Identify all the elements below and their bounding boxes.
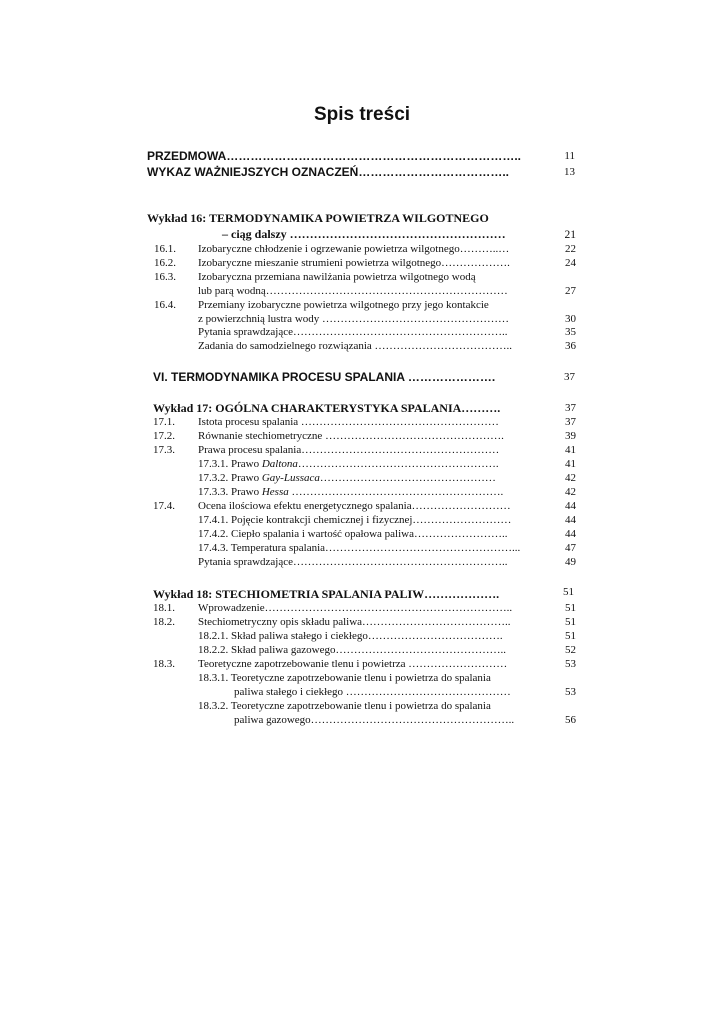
toc-page-number: 51 — [565, 602, 576, 614]
section-number: 16.1. — [154, 243, 176, 255]
subsection-title: 17.3.3. Prawo Hessa …………………………………………………. — [198, 486, 504, 498]
toc-page-number: 44 — [565, 500, 576, 512]
toc-page-number: 36 — [565, 340, 576, 352]
section-title: Zadania do samodzielnego rozwiązania ……………………………….. — [198, 340, 513, 352]
toc-page-number: 51 — [565, 616, 576, 628]
toc-page-number: 21 — [564, 229, 576, 241]
page-title: Spis treści — [313, 104, 411, 125]
toc-entry-preface: PRZEDMOWA……………………………………………………………….. — [147, 149, 521, 163]
subsection-title: 17.4.3. Temperatura spalania……………………………………………... — [198, 542, 521, 554]
toc-page-number: 37 — [565, 402, 576, 414]
toc-page-number: 37 — [565, 416, 576, 428]
toc-page-number: 53 — [565, 658, 576, 670]
section-title: Izobaryczne chłodzenie i ogrzewanie powietrza wilgotnego………..… — [198, 243, 510, 255]
subsection-title: 17.4.2. Ciepło spalania i wartość opałowa paliwa…………………….. — [198, 528, 508, 540]
toc-page-number: 13 — [564, 166, 575, 178]
subsection-title: 18.2.2. Skład paliwa gazowego……………………………………….. — [198, 644, 506, 656]
section-title-continued: lub parą wodną………………………………………………………… — [198, 285, 508, 297]
section-number: 17.3. — [153, 444, 175, 456]
subsection-title: 17.3.1. Prawo Daltona………………………………………………. — [198, 458, 499, 470]
section-number: 16.2. — [154, 257, 176, 269]
subsection-title-continued: paliwa stałego i ciekłego ……………………………………… — [234, 686, 511, 698]
toc-page-number: 47 — [565, 542, 576, 554]
section-title: Izobaryczna przemiana nawilżania powietrza wilgotnego wodą — [198, 271, 476, 283]
section-title: Stechiometryczny opis składu paliwa………………………………….. — [198, 616, 511, 628]
toc-page-number: 53 — [565, 686, 576, 698]
lecture-heading-continued: – ciąg dalszy ……………………………………………… — [222, 227, 506, 241]
toc-page-number: 27 — [565, 285, 576, 297]
section-number: 18.3. — [153, 658, 175, 670]
section-title: Istota procesu spalania ……………………………………………… — [198, 416, 499, 428]
section-title: Prawa procesu spalania……………………………………………… — [198, 444, 500, 456]
section-title: Teoretyczne zapotrzebowanie tlenu i powietrza ……………………… — [198, 658, 508, 670]
toc-page-number: 41 — [565, 444, 576, 456]
subsection-title: 18.2.1. Skład paliwa stałego i ciekłego………………………………. — [198, 630, 503, 642]
toc-page-number: 11 — [564, 150, 575, 162]
section-title: Izobaryczne mieszanie strumieni powietrza wilgotnego………………. — [198, 257, 510, 269]
toc-page-number: 22 — [565, 243, 576, 255]
section-number: 17.4. — [153, 500, 175, 512]
toc-page-number: 42 — [565, 472, 576, 484]
section-title: Wprowadzenie………………………………………………………….. — [198, 602, 513, 614]
lecture-heading: Wykład 17: OGÓLNA CHARAKTERYSTYKA SPALANIA………. — [153, 401, 501, 415]
part-heading: VI. TERMODYNAMIKA PROCESU SPALANIA …………………. — [153, 370, 496, 384]
subsection-title: 18.3.2. Teoretyczne zapotrzebowanie tlenu i powietrza do spalania — [198, 700, 491, 712]
section-title-continued: z powierzchnią lustra wody …………………………………………… — [198, 313, 510, 325]
toc-page-number: 35 — [565, 326, 576, 338]
toc-page-number: 42 — [565, 486, 576, 498]
section-title: Przemiany izobaryczne powietrza wilgotnego przy jego kontakcie — [198, 299, 489, 311]
toc-entry-symbols: WYKAZ WAŻNIEJSZYCH OZNACZEŃ……………………………….. — [147, 165, 509, 179]
section-number: 18.2. — [153, 616, 175, 628]
toc-page-number: 44 — [565, 528, 576, 540]
subsection-title: 18.3.1. Teoretyczne zapotrzebowanie tlenu i powietrza do spalania — [198, 672, 491, 684]
section-title: Pytania sprawdzające………………………………………………….. — [198, 556, 508, 568]
toc-page-number: 51 — [565, 630, 576, 642]
section-number: 18.1. — [153, 602, 175, 614]
toc-page-number: 44 — [565, 514, 576, 526]
subsection-title: 17.4.1. Pojęcie kontrakcji chemicznej i fizycznej……………………… — [198, 514, 512, 526]
toc-page-number: 52 — [565, 644, 576, 656]
toc-page-number: 49 — [565, 556, 576, 568]
section-number: 16.4. — [154, 299, 176, 311]
toc-page-number: 30 — [565, 313, 576, 325]
lecture-heading: Wykład 18: STECHIOMETRIA SPALANIA PALIW………………. — [153, 587, 500, 601]
toc-page-number: 39 — [565, 430, 576, 442]
section-number: 16.3. — [154, 271, 176, 283]
section-title: Pytania sprawdzające………………………………………………….. — [198, 326, 508, 338]
toc-page-number: 37 — [564, 371, 575, 383]
lecture-heading: Wykład 16: TERMODYNAMIKA POWIETRZA WILGOTNEGO — [147, 211, 489, 225]
toc-page-number: 41 — [565, 458, 576, 470]
section-title: Ocena ilościowa efektu energetycznego spalania……………………… — [198, 500, 511, 512]
section-title: Równanie stechiometryczne …………………………………………. — [198, 430, 504, 442]
toc-page-number: 24 — [565, 257, 576, 269]
toc-page-number: 56 — [565, 714, 576, 726]
section-number: 17.1. — [153, 416, 175, 428]
toc-page-number: 51 — [563, 586, 574, 598]
section-number: 17.2. — [153, 430, 175, 442]
subsection-title-continued: paliwa gazowego……………………………………………….. — [234, 714, 515, 726]
subsection-title: 17.3.2. Prawo Gay-Lussaca………………………………………… — [198, 472, 496, 484]
